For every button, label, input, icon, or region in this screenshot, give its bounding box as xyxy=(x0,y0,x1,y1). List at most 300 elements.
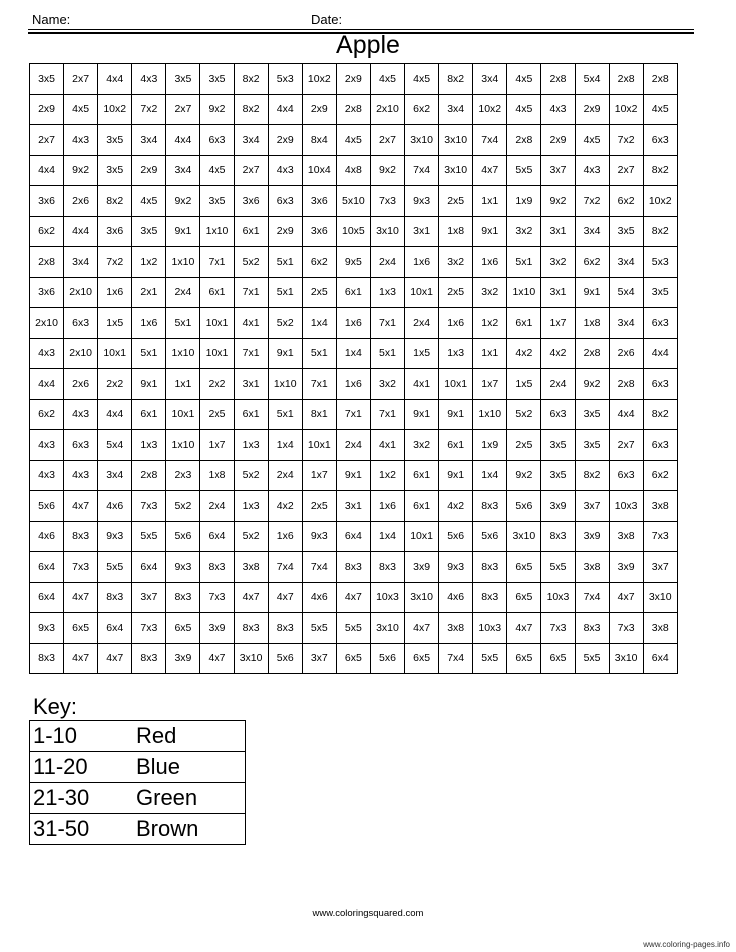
grid-cell: 1x10 xyxy=(473,399,507,430)
grid-cell: 1x3 xyxy=(234,491,268,522)
grid-row xyxy=(30,308,678,339)
grid-cell: 3x10 xyxy=(609,643,643,674)
grid-cell: 6x1 xyxy=(234,399,268,430)
footer-url: www.coloringsquared.com xyxy=(312,908,424,919)
grid-cell: 8x3 xyxy=(541,521,575,552)
grid-cell: 8x2 xyxy=(439,64,473,95)
grid-cell: 3x7 xyxy=(132,582,166,613)
grid-cell: 4x7 xyxy=(268,582,302,613)
grid-cell: 9x3 xyxy=(439,552,473,583)
grid-cell: 2x5 xyxy=(302,491,336,522)
grid-cell: 3x2 xyxy=(439,247,473,278)
grid-cell: 1x4 xyxy=(370,521,404,552)
grid-cell: 1x5 xyxy=(507,369,541,400)
grid-cell: 2x9 xyxy=(302,94,336,125)
grid-cell: 6x4 xyxy=(132,552,166,583)
grid-cell: 2x7 xyxy=(64,64,98,95)
grid-cell: 2x9 xyxy=(336,64,370,95)
grid-cell: 2x9 xyxy=(541,125,575,156)
grid-cell: 7x4 xyxy=(439,643,473,674)
grid-cell: 2x7 xyxy=(234,155,268,186)
grid-cell: 8x3 xyxy=(200,552,234,583)
grid-cell: 4x7 xyxy=(98,643,132,674)
grid-cell: 1x4 xyxy=(268,430,302,461)
grid-cell: 4x5 xyxy=(575,125,609,156)
grid-cell: 9x2 xyxy=(575,369,609,400)
grid-cell: 5x1 xyxy=(132,338,166,369)
grid-cell: 3x5 xyxy=(98,155,132,186)
grid-cell: 5x1 xyxy=(268,277,302,308)
grid-cell: 3x7 xyxy=(575,491,609,522)
grid-cell: 4x2 xyxy=(268,491,302,522)
grid-cell: 6x1 xyxy=(405,460,439,491)
grid-cell: 9x1 xyxy=(439,399,473,430)
grid-cell: 4x7 xyxy=(200,643,234,674)
grid-cell: 10x2 xyxy=(609,94,643,125)
grid-cell: 1x10 xyxy=(268,369,302,400)
grid-cell: 3x9 xyxy=(609,552,643,583)
grid-cell: 3x4 xyxy=(98,460,132,491)
grid-cell: 5x5 xyxy=(507,155,541,186)
grid-cell: 5x5 xyxy=(336,613,370,644)
grid-cell: 7x3 xyxy=(64,552,98,583)
key-range: 31-50 xyxy=(30,814,134,845)
grid-cell: 4x6 xyxy=(30,521,64,552)
grid-cell: 7x1 xyxy=(200,247,234,278)
grid-cell: 6x1 xyxy=(405,491,439,522)
grid-cell: 4x7 xyxy=(405,613,439,644)
grid-cell: 1x10 xyxy=(166,247,200,278)
grid-cell: 7x3 xyxy=(132,491,166,522)
grid-cell: 1x6 xyxy=(370,491,404,522)
grid-cell: 6x5 xyxy=(507,643,541,674)
grid-cell: 4x5 xyxy=(64,94,98,125)
grid-cell: 7x4 xyxy=(575,582,609,613)
grid-cell: 9x3 xyxy=(302,521,336,552)
grid-cell: 7x2 xyxy=(132,94,166,125)
grid-cell: 4x6 xyxy=(302,582,336,613)
grid-cell: 6x4 xyxy=(200,521,234,552)
grid-cell: 5x5 xyxy=(473,643,507,674)
grid-cell: 3x5 xyxy=(30,64,64,95)
grid-cell: 4x4 xyxy=(98,399,132,430)
grid-cell: 5x2 xyxy=(234,521,268,552)
grid-cell: 8x3 xyxy=(473,552,507,583)
grid-cell: 3x2 xyxy=(405,430,439,461)
grid-cell: 1x8 xyxy=(200,460,234,491)
grid-cell: 2x8 xyxy=(541,64,575,95)
grid-cell: 5x5 xyxy=(98,552,132,583)
grid-cell: 1x10 xyxy=(166,338,200,369)
grid-cell: 3x5 xyxy=(575,430,609,461)
grid-cell: 3x8 xyxy=(643,613,677,644)
multiplication-grid xyxy=(29,63,678,674)
grid-cell: 6x3 xyxy=(643,430,677,461)
grid-cell: 9x3 xyxy=(405,186,439,217)
grid-cell: 7x3 xyxy=(609,613,643,644)
grid-cell: 9x5 xyxy=(336,247,370,278)
grid-cell: 6x2 xyxy=(405,94,439,125)
grid-cell: 3x9 xyxy=(541,491,575,522)
grid-cell: 3x10 xyxy=(405,582,439,613)
grid-cell: 10x1 xyxy=(98,338,132,369)
grid-cell: 2x7 xyxy=(30,125,64,156)
grid-cell: 9x1 xyxy=(132,369,166,400)
grid-cell: 3x5 xyxy=(200,64,234,95)
grid-row xyxy=(30,582,678,613)
grid-cell: 1x2 xyxy=(370,460,404,491)
grid-cell: 8x3 xyxy=(132,643,166,674)
grid-cell: 2x9 xyxy=(132,155,166,186)
grid-cell: 1x6 xyxy=(268,521,302,552)
grid-row xyxy=(30,369,678,400)
grid-cell: 6x4 xyxy=(643,643,677,674)
grid-row xyxy=(30,277,678,308)
grid-cell: 5x5 xyxy=(132,521,166,552)
grid-cell: 4x4 xyxy=(609,399,643,430)
grid-cell: 3x5 xyxy=(575,399,609,430)
grid-cell: 3x6 xyxy=(234,186,268,217)
grid-cell: 2x1 xyxy=(132,277,166,308)
grid-cell: 1x6 xyxy=(132,308,166,339)
grid-cell: 4x3 xyxy=(132,64,166,95)
grid-cell: 8x3 xyxy=(98,582,132,613)
key-color-name: Red xyxy=(133,721,246,752)
grid-cell: 7x1 xyxy=(234,277,268,308)
grid-cell: 4x5 xyxy=(370,64,404,95)
grid-cell: 8x2 xyxy=(643,216,677,247)
grid-cell: 2x5 xyxy=(302,277,336,308)
grid-cell: 5x6 xyxy=(268,643,302,674)
grid-cell: 2x2 xyxy=(98,369,132,400)
grid-cell: 2x3 xyxy=(166,460,200,491)
grid-cell: 5x1 xyxy=(507,247,541,278)
grid-cell: 2x7 xyxy=(370,125,404,156)
grid-cell: 1x10 xyxy=(507,277,541,308)
grid-cell: 10x3 xyxy=(541,582,575,613)
grid-cell: 5x6 xyxy=(370,643,404,674)
grid-row xyxy=(30,155,678,186)
grid-cell: 4x7 xyxy=(64,491,98,522)
grid-cell: 3x10 xyxy=(370,216,404,247)
grid-cell: 3x1 xyxy=(405,216,439,247)
grid-cell: 10x1 xyxy=(166,399,200,430)
grid-cell: 5x10 xyxy=(336,186,370,217)
grid-cell: 4x7 xyxy=(609,582,643,613)
grid-cell: 2x5 xyxy=(439,277,473,308)
grid-row xyxy=(30,521,678,552)
date-label: Date: xyxy=(311,12,343,27)
grid-cell: 3x9 xyxy=(575,521,609,552)
grid-cell: 9x1 xyxy=(268,338,302,369)
grid-cell: 3x9 xyxy=(200,613,234,644)
grid-cell: 1x6 xyxy=(439,308,473,339)
grid-cell: 4x8 xyxy=(336,155,370,186)
key-row xyxy=(30,721,246,752)
grid-cell: 4x7 xyxy=(336,582,370,613)
grid-cell: 3x2 xyxy=(473,277,507,308)
grid-cell: 2x8 xyxy=(643,64,677,95)
key-color-name: Green xyxy=(133,783,246,814)
grid-cell: 4x1 xyxy=(405,369,439,400)
grid-cell: 4x5 xyxy=(405,64,439,95)
grid-cell: 4x6 xyxy=(439,582,473,613)
grid-cell: 2x7 xyxy=(609,430,643,461)
grid-cell: 4x7 xyxy=(507,613,541,644)
grid-cell: 10x5 xyxy=(336,216,370,247)
grid-cell: 9x3 xyxy=(30,613,64,644)
grid-cell: 6x3 xyxy=(643,125,677,156)
grid-cell: 5x3 xyxy=(643,247,677,278)
grid-cell: 1x8 xyxy=(439,216,473,247)
grid-cell: 6x4 xyxy=(98,613,132,644)
grid-cell: 8x3 xyxy=(30,643,64,674)
grid-cell: 10x2 xyxy=(473,94,507,125)
grid-cell: 6x2 xyxy=(30,399,64,430)
grid-row xyxy=(30,186,678,217)
grid-cell: 3x5 xyxy=(166,64,200,95)
key-title: Key: xyxy=(33,694,78,719)
grid-cell: 1x4 xyxy=(302,308,336,339)
grid-cell: 3x4 xyxy=(609,308,643,339)
grid-cell: 3x8 xyxy=(643,491,677,522)
grid-cell: 4x4 xyxy=(64,216,98,247)
grid-cell: 6x1 xyxy=(439,430,473,461)
grid-cell: 1x4 xyxy=(336,338,370,369)
grid-cell: 3x4 xyxy=(609,247,643,278)
grid-cell: 8x4 xyxy=(302,125,336,156)
grid-cell: 5x2 xyxy=(234,460,268,491)
grid-cell: 7x2 xyxy=(609,125,643,156)
grid-cell: 4x3 xyxy=(30,460,64,491)
grid-cell: 9x1 xyxy=(336,460,370,491)
grid-cell: 1x4 xyxy=(473,460,507,491)
grid-cell: 1x7 xyxy=(302,460,336,491)
grid-cell: 5x2 xyxy=(507,399,541,430)
grid-cell: 2x9 xyxy=(30,94,64,125)
grid-cell: 2x9 xyxy=(575,94,609,125)
grid-cell: 10x4 xyxy=(302,155,336,186)
grid-cell: 5x6 xyxy=(507,491,541,522)
grid-cell: 6x5 xyxy=(336,643,370,674)
grid-cell: 6x4 xyxy=(336,521,370,552)
grid-cell: 4x3 xyxy=(64,460,98,491)
grid-cell: 3x10 xyxy=(234,643,268,674)
grid-cell: 3x8 xyxy=(439,613,473,644)
grid-cell: 2x8 xyxy=(30,247,64,278)
grid-cell: 2x4 xyxy=(268,460,302,491)
grid-cell: 5x5 xyxy=(302,613,336,644)
grid-cell: 7x3 xyxy=(370,186,404,217)
grid-cell: 8x2 xyxy=(643,155,677,186)
grid-cell: 4x3 xyxy=(268,155,302,186)
grid-cell: 6x5 xyxy=(507,552,541,583)
grid-cell: 6x3 xyxy=(609,460,643,491)
grid-cell: 6x1 xyxy=(200,277,234,308)
grid-cell: 7x1 xyxy=(370,399,404,430)
grid-cell: 8x3 xyxy=(268,613,302,644)
grid-cell: 9x2 xyxy=(541,186,575,217)
grid-cell: 4x5 xyxy=(200,155,234,186)
grid-cell: 5x2 xyxy=(234,247,268,278)
grid-cell: 4x3 xyxy=(64,399,98,430)
grid-row xyxy=(30,460,678,491)
grid-cell: 6x5 xyxy=(64,613,98,644)
grid-cell: 2x10 xyxy=(30,308,64,339)
grid-cell: 9x3 xyxy=(98,521,132,552)
grid-cell: 3x10 xyxy=(643,582,677,613)
grid-cell: 8x3 xyxy=(473,582,507,613)
grid-cell: 8x2 xyxy=(643,399,677,430)
grid-cell: 2x5 xyxy=(507,430,541,461)
grid-cell: 6x4 xyxy=(30,582,64,613)
grid-cell: 8x3 xyxy=(336,552,370,583)
grid-cell: 3x5 xyxy=(541,430,575,461)
grid-cell: 5x2 xyxy=(166,491,200,522)
grid-cell: 2x9 xyxy=(268,125,302,156)
grid-cell: 3x4 xyxy=(64,247,98,278)
grid-cell: 3x5 xyxy=(541,460,575,491)
grid-cell: 6x5 xyxy=(507,582,541,613)
grid-cell: 1x7 xyxy=(541,308,575,339)
grid-cell: 4x3 xyxy=(30,338,64,369)
grid-cell: 3x10 xyxy=(507,521,541,552)
grid-cell: 2x4 xyxy=(370,247,404,278)
grid-cell: 5x1 xyxy=(268,247,302,278)
key-row xyxy=(30,814,246,845)
grid-cell: 2x8 xyxy=(507,125,541,156)
grid-cell: 3x1 xyxy=(541,216,575,247)
grid-cell: 1x6 xyxy=(473,247,507,278)
grid-row xyxy=(30,430,678,461)
grid-cell: 3x4 xyxy=(575,216,609,247)
grid-cell: 7x3 xyxy=(132,613,166,644)
grid-cell: 3x5 xyxy=(132,216,166,247)
key-range: 11-20 xyxy=(30,752,134,783)
key-row xyxy=(30,752,246,783)
grid-cell: 6x3 xyxy=(541,399,575,430)
grid-cell: 1x9 xyxy=(473,430,507,461)
grid-cell: 4x4 xyxy=(643,338,677,369)
grid-cell: 6x2 xyxy=(302,247,336,278)
grid-cell: 1x6 xyxy=(405,247,439,278)
grid-cell: 7x1 xyxy=(302,369,336,400)
grid-cell: 4x1 xyxy=(234,308,268,339)
grid-cell: 3x1 xyxy=(234,369,268,400)
grid-cell: 4x2 xyxy=(439,491,473,522)
grid-cell: 7x4 xyxy=(473,125,507,156)
grid-row xyxy=(30,552,678,583)
grid-cell: 2x4 xyxy=(336,430,370,461)
grid-cell: 10x1 xyxy=(405,521,439,552)
grid-cell: 3x6 xyxy=(302,186,336,217)
grid-cell: 1x1 xyxy=(473,186,507,217)
grid-cell: 1x5 xyxy=(405,338,439,369)
grid-cell: 2x10 xyxy=(64,277,98,308)
grid-cell: 4x5 xyxy=(336,125,370,156)
grid-cell: 2x7 xyxy=(609,155,643,186)
name-label: Name: xyxy=(32,12,71,27)
grid-cell: 1x6 xyxy=(336,369,370,400)
grid-cell: 3x10 xyxy=(439,155,473,186)
grid-cell: 7x1 xyxy=(336,399,370,430)
grid-cell: 2x10 xyxy=(370,94,404,125)
grid-cell: 3x6 xyxy=(302,216,336,247)
grid-cell: 4x1 xyxy=(370,430,404,461)
grid-cell: 3x7 xyxy=(541,155,575,186)
grid-cell: 8x2 xyxy=(98,186,132,217)
grid-cell: 2x8 xyxy=(609,369,643,400)
grid-cell: 1x3 xyxy=(370,277,404,308)
grid-cell: 8x2 xyxy=(575,460,609,491)
grid-cell: 1x1 xyxy=(166,369,200,400)
grid-cell: 9x1 xyxy=(575,277,609,308)
grid-cell: 2x6 xyxy=(609,338,643,369)
grid-cell: 7x4 xyxy=(405,155,439,186)
grid-cell: 3x6 xyxy=(98,216,132,247)
grid-cell: 6x1 xyxy=(132,399,166,430)
key-row xyxy=(30,783,246,814)
grid-cell: 10x3 xyxy=(370,582,404,613)
grid-cell: 9x2 xyxy=(370,155,404,186)
page-title: Apple xyxy=(336,31,400,59)
grid-cell: 6x2 xyxy=(575,247,609,278)
grid-cell: 1x10 xyxy=(200,216,234,247)
grid-cell: 3x9 xyxy=(405,552,439,583)
grid-cell: 3x8 xyxy=(234,552,268,583)
grid-cell: 4x5 xyxy=(507,94,541,125)
grid-row xyxy=(30,64,678,95)
grid-cell: 2x4 xyxy=(405,308,439,339)
grid-cell: 2x5 xyxy=(200,399,234,430)
grid-cell: 1x3 xyxy=(439,338,473,369)
grid-cell: 1x10 xyxy=(166,430,200,461)
grid-cell: 6x2 xyxy=(30,216,64,247)
grid-cell: 4x5 xyxy=(507,64,541,95)
grid-cell: 3x6 xyxy=(30,186,64,217)
grid-cell: 4x2 xyxy=(507,338,541,369)
grid-cell: 6x5 xyxy=(166,613,200,644)
grid-cell: 6x3 xyxy=(268,186,302,217)
grid-cell: 1x3 xyxy=(234,430,268,461)
grid-cell: 3x5 xyxy=(98,125,132,156)
grid-cell: 6x1 xyxy=(507,308,541,339)
grid-row xyxy=(30,216,678,247)
grid-cell: 8x2 xyxy=(234,94,268,125)
grid-cell: 5x4 xyxy=(575,64,609,95)
grid-cell: 6x1 xyxy=(336,277,370,308)
grid-cell: 9x1 xyxy=(473,216,507,247)
grid-cell: 5x4 xyxy=(98,430,132,461)
color-key-table xyxy=(29,720,246,845)
grid-cell: 1x8 xyxy=(575,308,609,339)
grid-cell: 5x1 xyxy=(302,338,336,369)
grid-cell: 2x8 xyxy=(575,338,609,369)
grid-cell: 3x2 xyxy=(507,216,541,247)
grid-cell: 3x8 xyxy=(609,521,643,552)
grid-cell: 7x1 xyxy=(370,308,404,339)
grid-cell: 5x6 xyxy=(166,521,200,552)
watermark: www.coloring-pages.info xyxy=(643,940,730,949)
grid-cell: 2x7 xyxy=(166,94,200,125)
grid-cell: 4x4 xyxy=(30,369,64,400)
grid-cell: 3x1 xyxy=(336,491,370,522)
grid-cell: 3x10 xyxy=(405,125,439,156)
grid-cell: 2x10 xyxy=(64,338,98,369)
grid-cell: 4x7 xyxy=(64,643,98,674)
grid-cell: 3x4 xyxy=(439,94,473,125)
grid-cell: 7x1 xyxy=(234,338,268,369)
